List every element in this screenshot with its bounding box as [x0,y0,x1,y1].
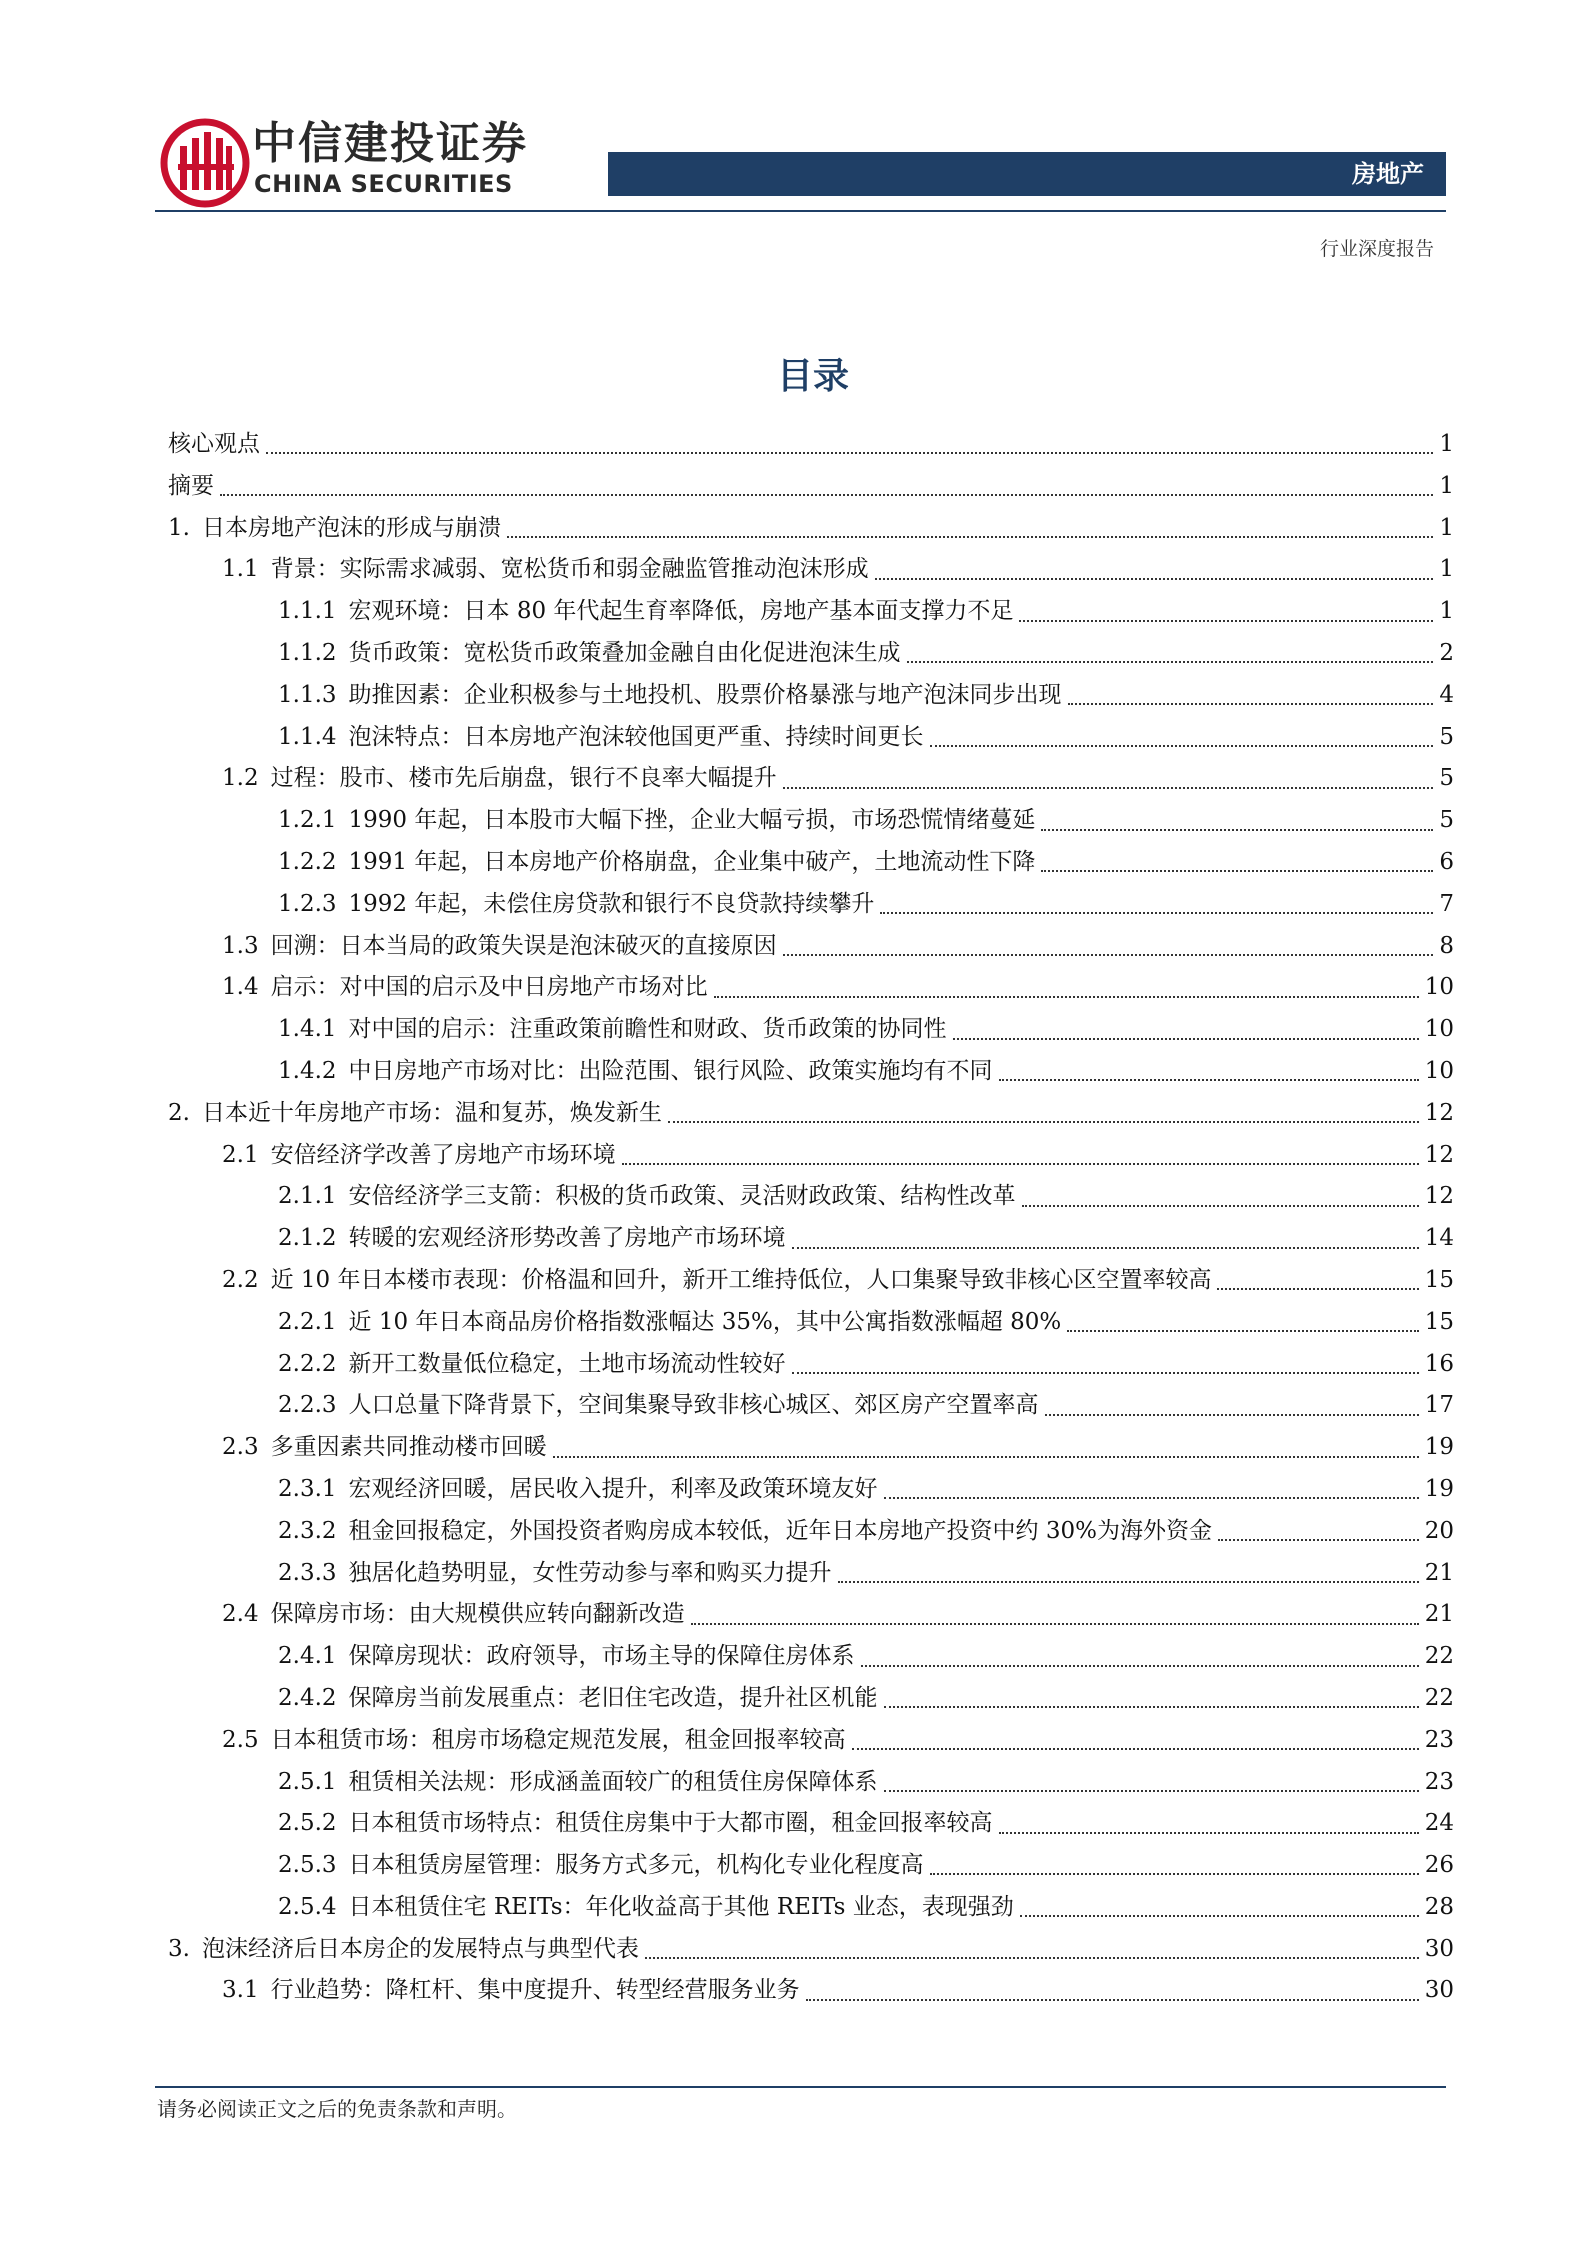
toc-leader-dots [1045,1413,1419,1416]
toc-entry[interactable] [168,1469,1454,1511]
toc-entry-number: 2.2 [222,1266,259,1293]
toc-entry[interactable] [168,842,1454,884]
toc-entry-title: 新开工数量低位稳定，土地市场流动性较好 [348,1350,786,1377]
toc-entry-page: 19 [1424,1434,1454,1461]
toc-entry-title: 摘要 [168,472,214,499]
toc-entry-page: 12 [1424,1141,1454,1168]
toc-entry[interactable] [168,1678,1454,1720]
toc-entry-number: 2.1.2 [278,1225,337,1252]
toc-entry-number: 1.2 [222,765,259,792]
toc-entry[interactable] [168,675,1454,717]
toc-leader-dots [852,1747,1419,1750]
toc-leader-dots [953,1037,1419,1040]
toc-entry-page: 30 [1424,1935,1454,1962]
toc-entry-page: 21 [1424,1559,1454,1586]
toc-entry-title: 日本近十年房地产市场：温和复苏，焕发新生 [201,1099,662,1126]
toc-entry[interactable] [168,758,1454,800]
toc-leader-dots [930,1872,1419,1875]
toc-entry-number: 2.3.3 [278,1559,337,1586]
toc-leader-dots [884,1496,1419,1499]
sector-label: 房地产 [1352,160,1424,188]
toc-leader-dots [999,1078,1419,1081]
toc-entry[interactable] [168,884,1454,926]
toc-entry-number: 3.1 [222,1977,259,2004]
toc-entry-title: 日本租赁住宅 REITs：年化收益高于其他 REITs 业态，表现强劲 [348,1893,1014,1920]
toc-leader-dots [861,1664,1419,1667]
toc-entry-page: 1 [1439,556,1454,583]
toc-leader-dots [691,1622,1419,1625]
toc-leader-dots [884,1789,1419,1792]
toc-leader-dots [1068,702,1434,705]
toc-entry-page: 5 [1439,723,1454,750]
brand-name-cn: 中信建投证券 [252,118,528,169]
toc-entry-title: 近 10 年日本商品房价格指数涨幅达 35%，其中公寓指数涨幅超 80% [348,1308,1062,1335]
page-header [0,0,1586,260]
toc-entry-title: 租金回报稳定，外国投资者购房成本较低，近年日本房地产投资中约 30%为海外资金 [348,1517,1212,1544]
toc-leader-dots [838,1580,1419,1583]
toc-entry-page: 19 [1424,1475,1454,1502]
toc-entry-title: 过程：股市、楼市先后崩盘，银行不良率大幅提升 [270,765,777,792]
toc-entry-title: 安倍经济学改善了房地产市场环境 [270,1141,616,1168]
toc-entry-number: 1.2.2 [278,848,337,875]
toc-entry-page: 12 [1424,1099,1454,1126]
toc-leader-dots [622,1162,1419,1165]
toc-entry-number: 2.2.2 [278,1350,337,1377]
toc-entry-number: 1.1.3 [278,681,337,708]
footer-divider [155,2086,1446,2088]
toc-entry-number: 1.1.4 [278,723,337,750]
toc-entry-title: 日本房地产泡沫的形成与崩溃 [201,514,501,541]
toc-leader-dots [907,660,1434,663]
toc-entry-page: 1 [1439,431,1454,457]
toc-leader-dots [1019,619,1433,622]
toc-entry-page: 23 [1424,1768,1454,1795]
toc-leader-dots [645,1956,1419,1959]
toc-entry[interactable] [168,591,1454,633]
toc-entry-number: 2.2.3 [278,1392,337,1419]
toc-entry-page: 15 [1424,1308,1454,1335]
toc-entry[interactable] [168,1176,1454,1218]
toc-entry-number: 2.3 [222,1434,259,1461]
toc-entry-page: 17 [1424,1392,1454,1419]
toc-leader-dots [220,493,1433,496]
toc-entry-page: 10 [1424,974,1454,1001]
toc-entry-page: 10 [1424,1016,1454,1043]
toc-entry-number: 1.3 [222,932,259,959]
toc-entry-title: 日本租赁房屋管理：服务方式多元，机构化专业化程度高 [348,1852,924,1879]
toc-entry-title: 保障房市场：由大规模供应转向翻新改造 [270,1601,685,1628]
toc-entry[interactable] [168,1260,1454,1302]
toc-entry-number: 2.1 [222,1141,259,1168]
toc-entry-number: 2.5 [222,1726,259,1753]
toc-entry-title: 背景：实际需求减弱、宽松货币和弱金融监管推动泡沫形成 [270,556,869,583]
toc-entry-number: 1.4.1 [278,1016,337,1043]
brand-name-en: CHINA SECURITIES [254,170,513,198]
toc-entry-page: 20 [1424,1517,1454,1544]
toc-entry[interactable] [168,633,1454,675]
toc-entry-page: 1 [1439,598,1454,625]
toc-entry[interactable] [168,1720,1454,1762]
toc-entry[interactable] [168,1803,1454,1845]
toc-entry-number: 2.5.2 [278,1810,337,1837]
toc-entry-number: 1.1 [222,556,259,583]
toc-entry-title: 行业趋势：降杠杆、集中度提升、转型经营服务业务 [270,1977,800,2004]
toc-leader-dots [1020,1914,1419,1917]
toc-entry-number: 2. [168,1099,190,1126]
header-divider [155,210,1446,212]
toc-entry[interactable] [168,1553,1454,1595]
toc-entry-title: 日本租赁市场特点：租赁住房集中于大都市圈，租金回报率较高 [348,1810,993,1837]
toc-entry[interactable] [168,1636,1454,1678]
toc-entry-page: 30 [1424,1977,1454,2004]
toc-entry[interactable] [168,1051,1454,1093]
toc-leader-dots [1041,869,1433,872]
toc-entry[interactable] [168,1511,1454,1553]
toc-leader-dots [553,1455,1419,1458]
toc-entry-title: 核心观点 [168,431,260,457]
toc-entry-page: 26 [1424,1852,1454,1879]
toc-entry-title: 独居化趋势明显，女性劳动参与率和购买力提升 [348,1559,832,1586]
toc-entry[interactable] [168,1887,1454,1929]
toc-entry-number: 1.2.3 [278,890,337,917]
toc-entry-page: 6 [1439,848,1454,875]
toc-entry-page: 16 [1424,1350,1454,1377]
toc-entry[interactable] [168,1970,1454,2012]
toc-leader-dots [714,995,1419,998]
toc-entry-number: 2.5.4 [278,1893,337,1920]
toc-entry[interactable] [168,1762,1454,1804]
toc-entry-number: 2.4 [222,1601,259,1628]
toc-entry-page: 8 [1439,932,1454,959]
toc-entry[interactable] [168,800,1454,842]
toc-entry-page: 23 [1424,1726,1454,1753]
toc-entry-page: 1 [1439,472,1454,499]
toc-entry-title: 宏观环境：日本 80 年代起生育率降低，房地产基本面支撑力不足 [348,598,1014,625]
toc-entry-title: 对中国的启示：注重政策前瞻性和财政、货币政策的协同性 [348,1016,947,1043]
toc-leader-dots [999,1831,1419,1834]
toc-entry[interactable] [168,549,1454,591]
toc-entry-page: 7 [1439,890,1454,917]
toc-entry-number: 2.3.2 [278,1517,337,1544]
toc-leader-dots [1067,1329,1418,1332]
toc-entry-number: 1.1.1 [278,598,337,625]
footer-disclaimer: 请务必阅读正文之后的免责条款和声明。 [157,2097,517,2121]
toc-leader-dots [792,1371,1419,1374]
toc-entry[interactable] [168,1093,1454,1135]
toc-entry-page: 5 [1439,765,1454,792]
toc-entry-number: 2.2.1 [278,1308,337,1335]
toc-entry[interactable] [168,1135,1454,1177]
toc-entry-page: 5 [1439,807,1454,834]
toc-entry-number: 2.3.1 [278,1475,337,1502]
toc-leader-dots [792,1246,1419,1249]
toc-title: 目录 [776,356,849,397]
toc-entry-number: 1.2.1 [278,807,337,834]
toc-entry-number: 2.1.1 [278,1183,337,1210]
toc-entry-title: 近 10 年日本楼市表现：价格温和回升，新开工维持低位，人口集聚导致非核心区空置率较高 [270,1266,1212,1293]
toc-entry-title: 多重因素共同推动楼市回暖 [270,1434,547,1461]
toc-leader-dots [1217,1287,1418,1290]
toc-entry[interactable] [168,1427,1454,1469]
toc-leader-dots [783,786,1434,789]
toc-entry-page: 22 [1424,1643,1454,1670]
toc-entry-number: 1.4 [222,974,259,1001]
toc-entry-title: 泡沫经济后日本房企的发展特点与典型代表 [201,1935,639,1962]
toc-entry-title: 1992 年起，未偿住房贷款和银行不良贷款持续攀升 [348,890,875,917]
toc-entry[interactable] [168,1009,1454,1051]
toc-entry-title: 货币政策：宽松货币政策叠加金融自由化促进泡沫生成 [348,639,901,666]
toc-entry[interactable] [168,926,1454,968]
toc-leader-dots [880,911,1433,914]
toc-entry-title: 助推因素：企业积极参与土地投机、股票价格暴涨与地产泡沫同步出现 [348,681,1062,708]
toc-leader-dots [806,1998,1419,2001]
toc-entry-number: 1. [168,514,190,541]
report-type: 行业深度报告 [1319,238,1434,260]
toc-entry-title: 保障房现状：政府领导，市场主导的保障住房体系 [348,1643,855,1670]
toc-leader-dots [668,1120,1419,1123]
toc-entry-title: 日本租赁市场：租房市场稳定规范发展，租金回报率较高 [270,1726,846,1753]
toc-entry-number: 2.4.2 [278,1684,337,1711]
toc-entry[interactable] [168,967,1454,1009]
toc-entry-number: 2.5.3 [278,1852,337,1879]
toc-entry-title: 泡沫特点：日本房地产泡沫较他国更严重、持续时间更长 [348,723,924,750]
toc-entry-page: 21 [1424,1601,1454,1628]
toc-entry-number: 1.4.2 [278,1057,337,1084]
toc-entry-number: 3. [168,1935,190,1962]
toc-entry[interactable] [168,424,1454,466]
sector-banner [608,152,1446,196]
toc-entry-number: 2.5.1 [278,1768,337,1795]
toc-leader-dots [884,1705,1419,1708]
toc-entry-page: 10 [1424,1057,1454,1084]
toc-leader-dots [507,535,1433,538]
toc-entry-title: 安倍经济学三支箭：积极的货币政策、灵活财政政策、结构性改革 [348,1183,1016,1210]
toc-entry-page: 15 [1424,1266,1454,1293]
toc-leader-dots [1041,828,1433,831]
toc-leader-dots [783,953,1434,956]
toc-entry-title: 1991 年起，日本房地产价格崩盘，企业集中破产，土地流动性下降 [348,848,1036,875]
toc-entry-page: 22 [1424,1684,1454,1711]
toc-entry[interactable] [168,466,1454,508]
toc-entry-page: 4 [1439,681,1454,708]
toc-entry[interactable] [168,1218,1454,1260]
toc-entry-page: 14 [1424,1225,1454,1252]
toc-entry[interactable] [168,1302,1454,1344]
toc-entry-title: 人口总量下降背景下，空间集聚导致非核心城区、郊区房产空置率高 [348,1392,1039,1419]
toc-leader-dots [875,577,1434,580]
toc-entry-page: 1 [1439,514,1454,541]
toc-leader-dots [930,744,1434,747]
toc-entry-number: 2.4.1 [278,1643,337,1670]
toc-entry-title: 1990 年起，日本股市大幅下挫，企业大幅亏损，市场恐慌情绪蔓延 [348,807,1036,834]
toc-entry-title: 保障房当前发展重点：老旧住宅改造，提升社区机能 [348,1684,878,1711]
toc-entry-title: 回溯：日本当局的政策失误是泡沫破灭的直接原因 [270,932,777,959]
toc-leader-dots [1218,1538,1419,1541]
toc-entry[interactable] [168,1929,1454,1971]
toc-leader-dots [266,451,1433,454]
toc-entry[interactable] [168,1594,1454,1636]
toc-entry-title: 租赁相关法规：形成涵盖面较广的租赁住房保障体系 [348,1768,878,1795]
toc-leader-dots [1022,1204,1419,1207]
toc-entry-page: 2 [1439,639,1454,666]
table-of-contents [168,424,1454,2012]
toc-entry-title: 启示：对中国的启示及中日房地产市场对比 [270,974,708,1001]
toc-entry-page: 24 [1424,1810,1454,1837]
toc-entry[interactable] [168,1845,1454,1887]
toc-entry-number: 1.1.2 [278,639,337,666]
toc-entry[interactable] [168,1344,1454,1386]
toc-entry[interactable] [168,508,1454,550]
toc-entry-page: 12 [1424,1183,1454,1210]
china-securities-logo-icon [160,118,250,208]
toc-entry-title: 转暖的宏观经济形势改善了房地产市场环境 [348,1225,786,1252]
toc-entry-title: 中日房地产市场对比：出险范围、银行风险、政策实施均有不同 [348,1057,993,1084]
toc-entry-page: 28 [1424,1893,1454,1920]
toc-entry-title: 宏观经济回暖，居民收入提升，利率及政策环境友好 [348,1475,878,1502]
toc-entry[interactable] [168,1385,1454,1427]
toc-entry[interactable] [168,717,1454,759]
